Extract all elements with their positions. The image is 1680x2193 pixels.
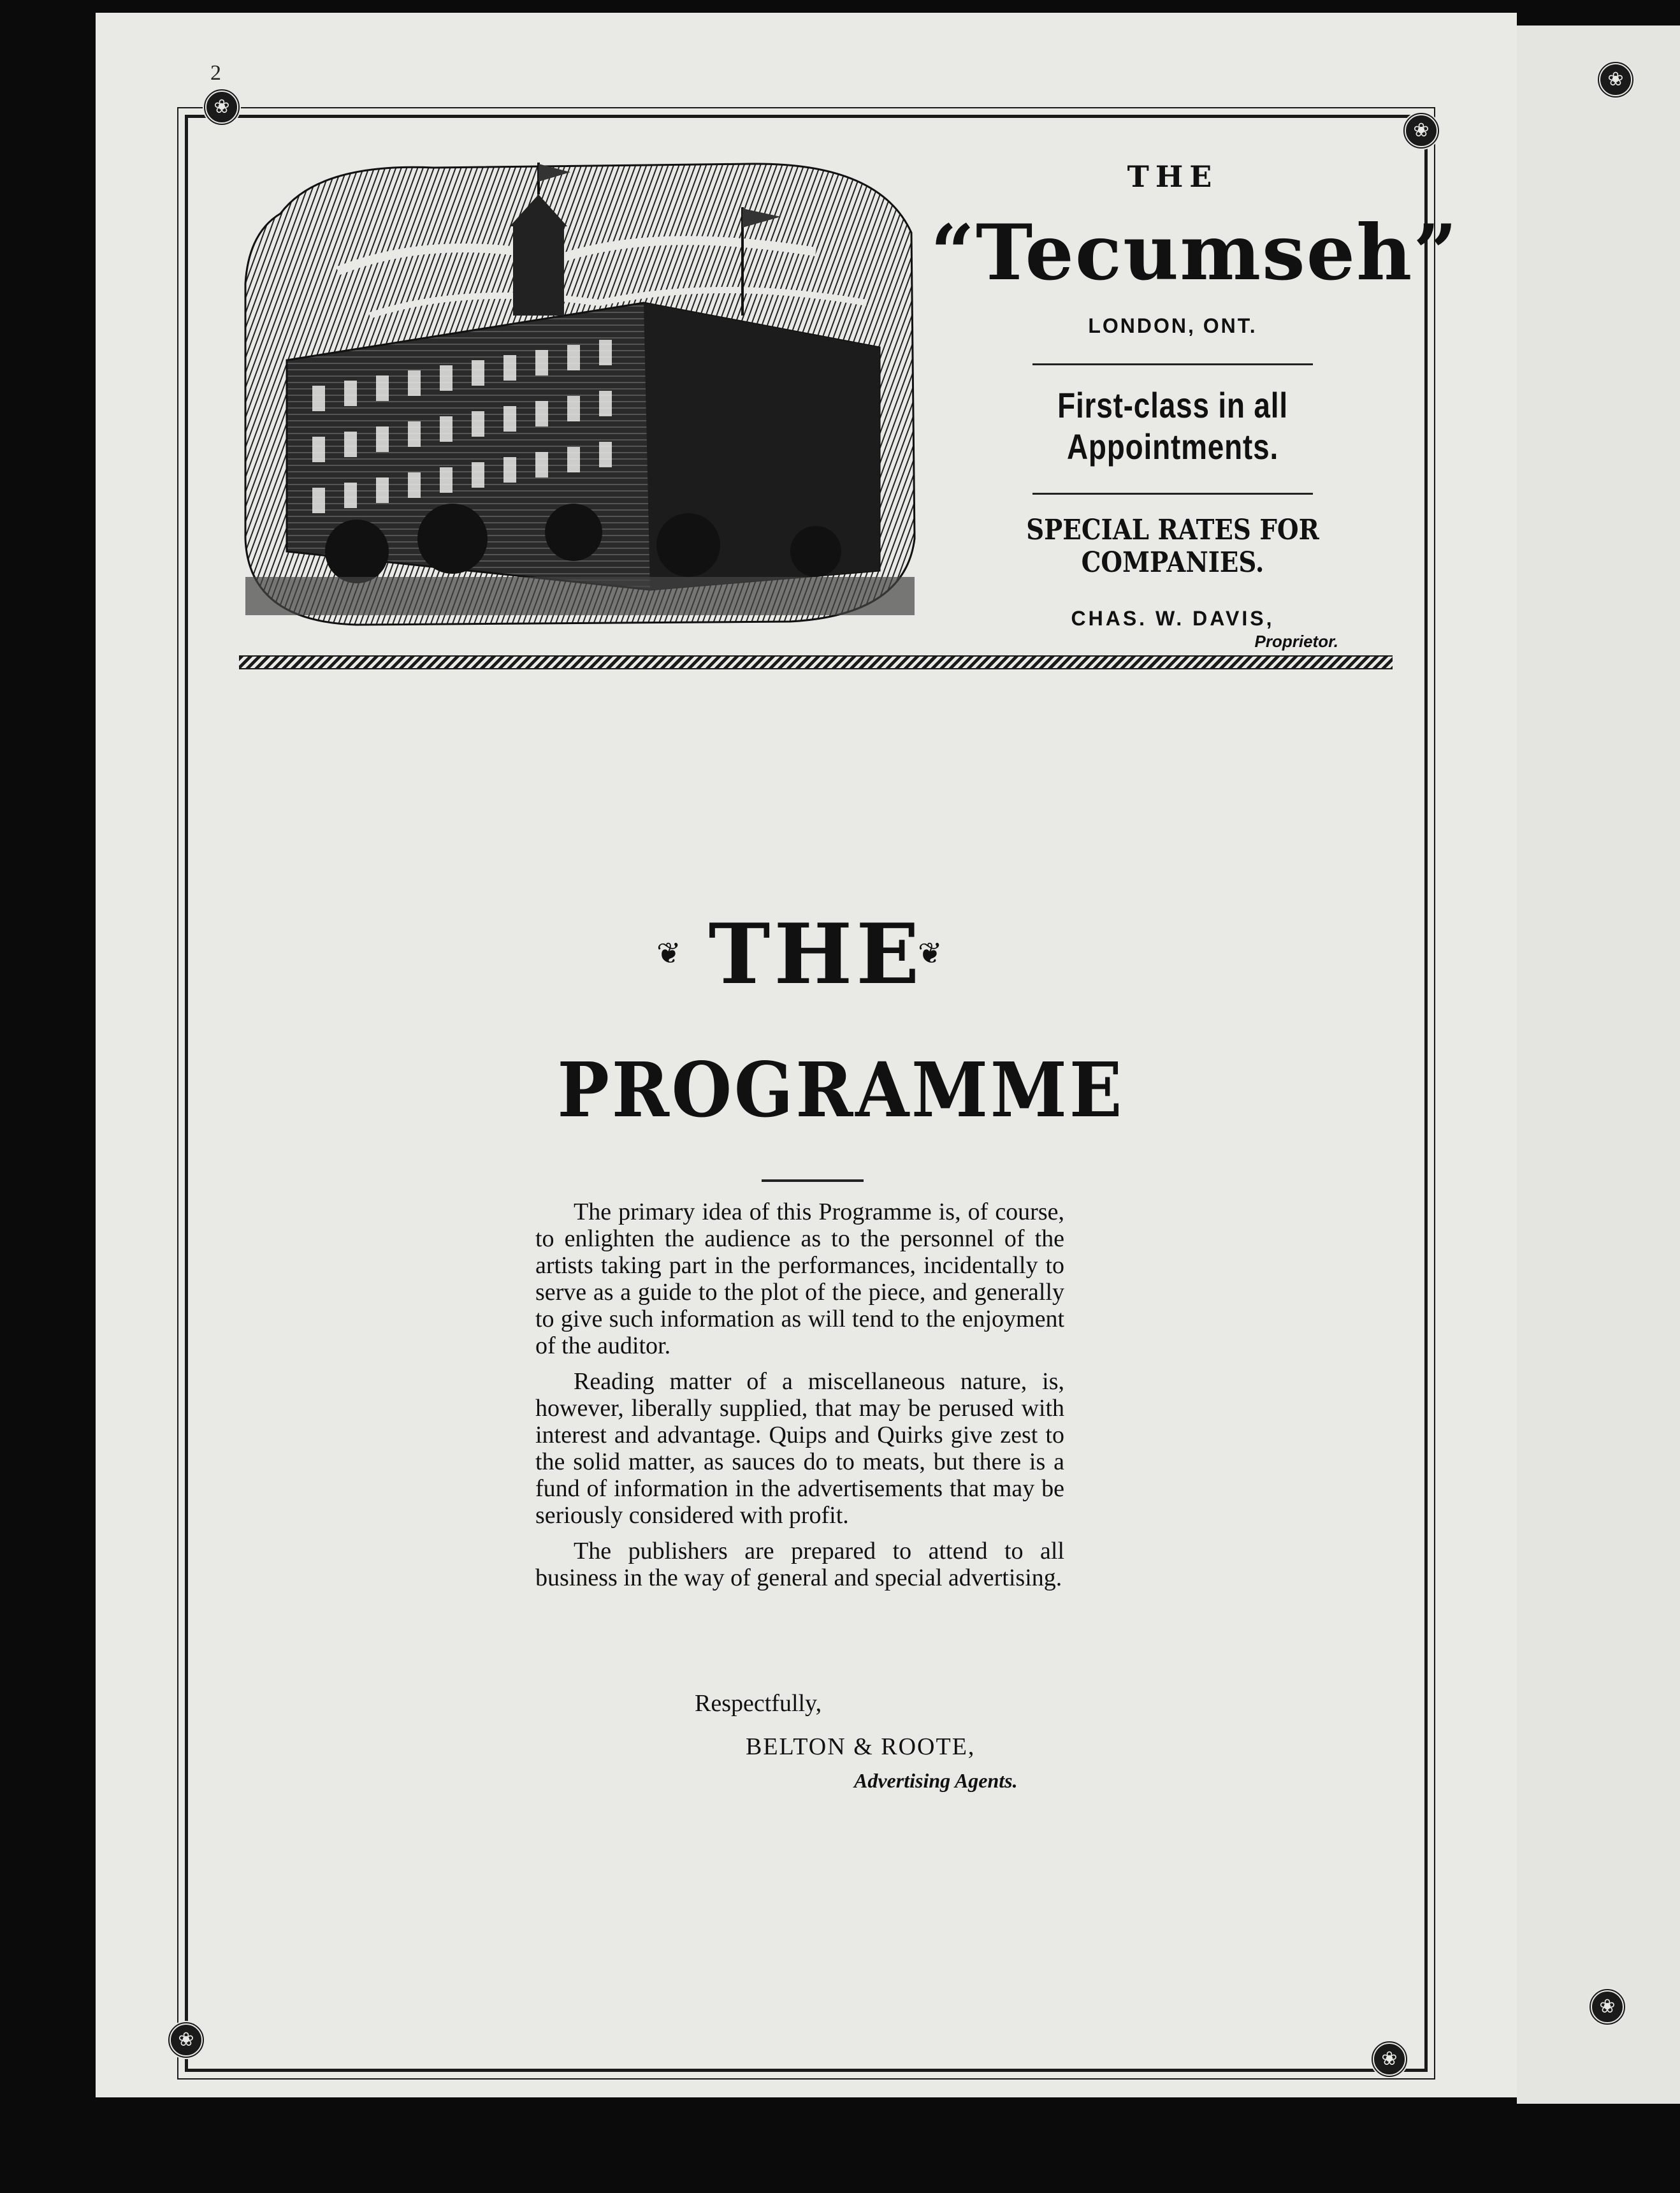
corner-rosette-icon (1370, 2040, 1408, 2078)
section-divider (239, 655, 1393, 669)
programme-title: PROGRAMME (557, 1046, 1125, 1134)
corner-rosette-icon (1402, 112, 1440, 150)
title-rule (762, 1179, 864, 1182)
programme-paragraph: The primary idea of this Programme is, of course, to enlighten the audience as to the personnel of the artists taking part in the performances, incidentally to serve as a guide to the plot of the piece, and generally to give such information as will tend to the enjoyment of the auditor. (535, 1198, 1064, 1359)
hotel-rule (1032, 493, 1313, 495)
hotel-advertisement (931, 156, 1459, 652)
corner-rosette-icon (203, 88, 241, 126)
corner-rosette-icon (1588, 1988, 1626, 2026)
signer-name: BELTON & ROOTE, (746, 1733, 976, 1760)
programme-the-heading: THE (708, 905, 923, 1003)
signoff: Respectfully, (695, 1690, 822, 1717)
hotel-name: “Tecumseh” (931, 208, 1459, 298)
flourish-ornament-icon: ❦ (918, 936, 943, 970)
programme-paragraph: The publishers are prepared to attend to all business in the way of general and special advertising. (535, 1538, 1064, 1591)
corner-rosette-icon (1597, 61, 1635, 99)
hotel-proprietor-name: CHAS. W. DAVIS, (1071, 607, 1275, 630)
signer-title: Advertising Agents. (854, 1769, 1018, 1792)
programme-body (535, 1198, 1064, 1600)
hotel-building-engraving (242, 156, 918, 628)
hotel-rates: SPECIAL RATES FOR COMPANIES. (1026, 514, 1319, 579)
page-number: 2 (210, 61, 221, 85)
corner-rosette-icon (167, 2021, 205, 2059)
hotel-location: LONDON, ONT. (1088, 314, 1257, 337)
hotel-proprietor-title: Proprietor. (1254, 632, 1338, 651)
adjacent-page-edge (1517, 26, 1680, 2104)
hotel-rule (1032, 363, 1313, 365)
flourish-ornament-icon: ❦ (656, 936, 681, 970)
hotel-the-heading: THE (1127, 159, 1219, 194)
hotel-slogan: First-class in all Appointments. (1057, 385, 1288, 467)
programme-paragraph: Reading matter of a miscellaneous nature, is, however, liberally supplied, that may be perused with interest and advantage. Quips and Quirks give zest to the solid matter, as sauces do to meats, but there is a fund of information in the advertisements that may be seriously considered with profit. (535, 1368, 1064, 1529)
